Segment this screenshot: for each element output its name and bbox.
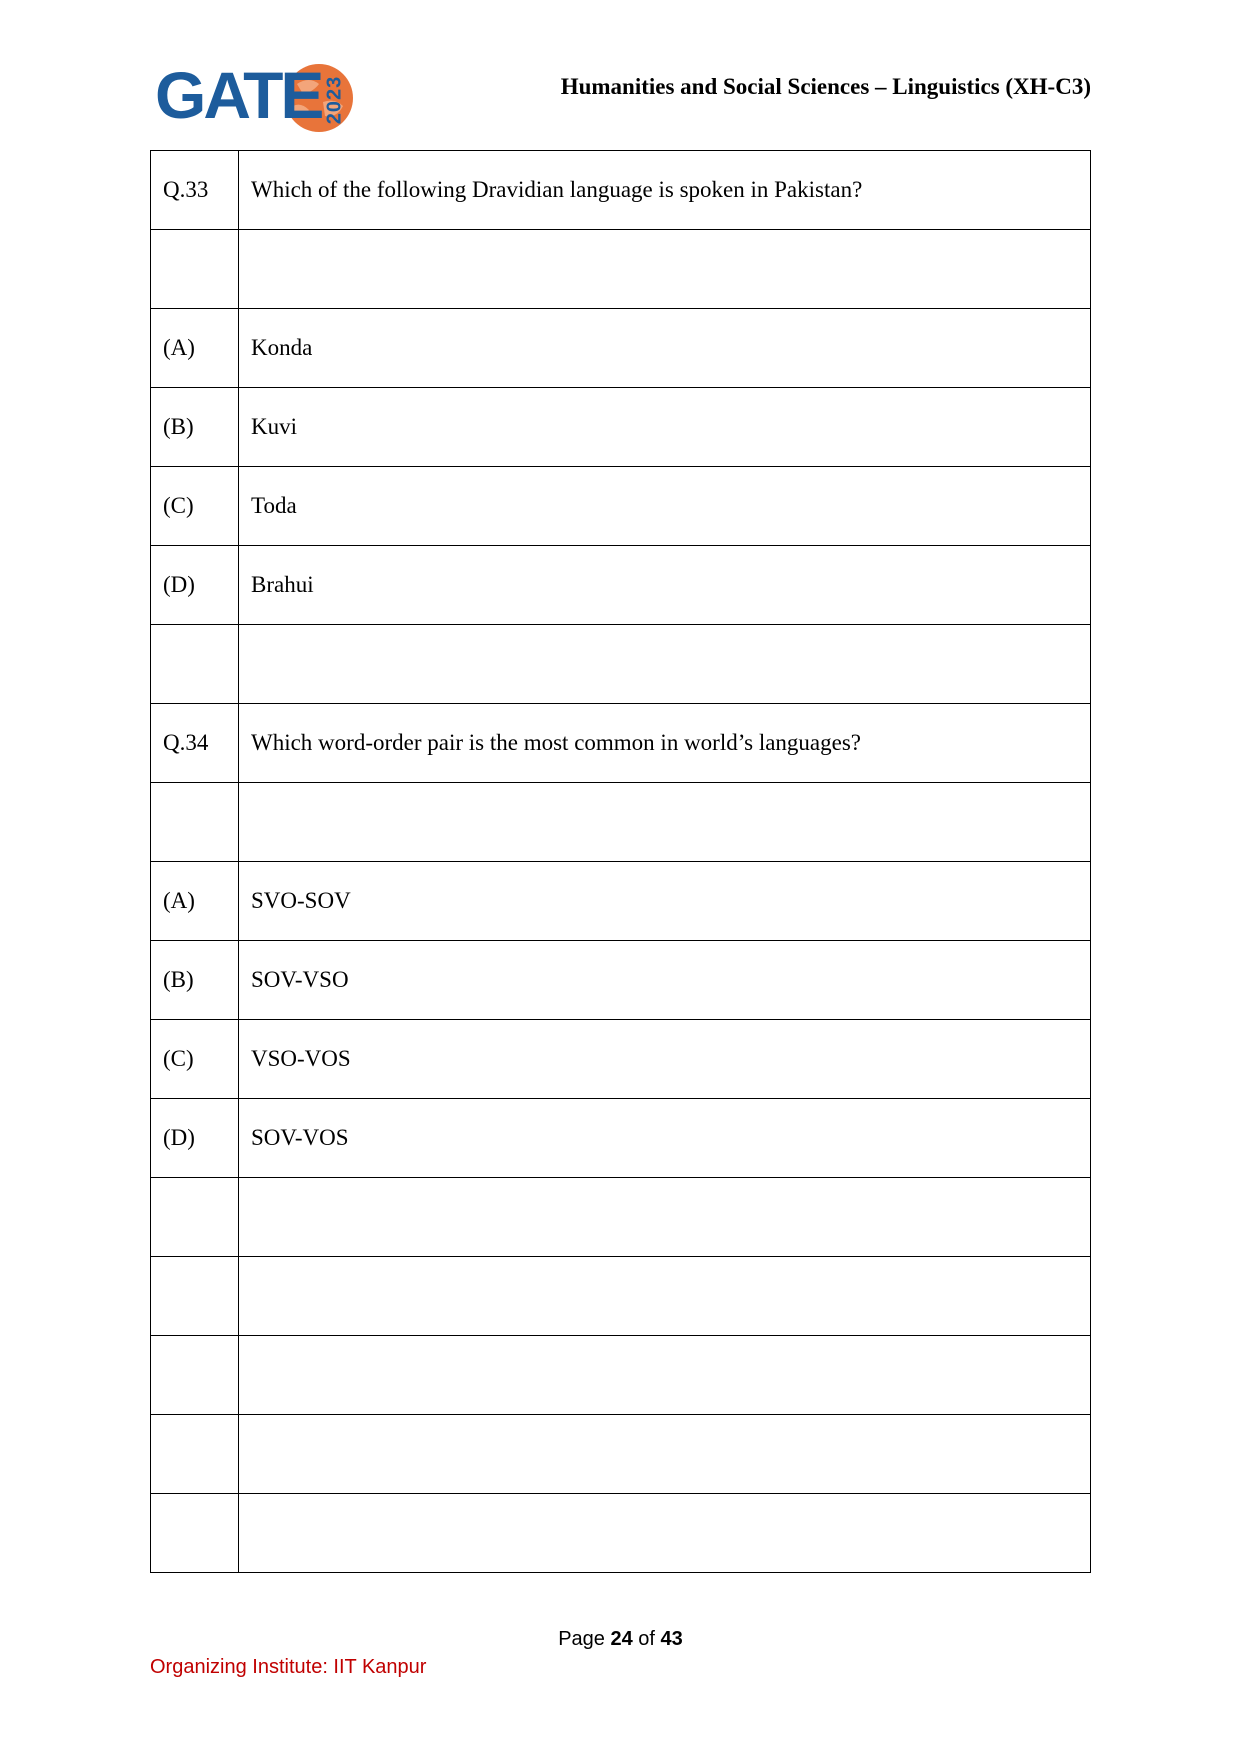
table-row [151,1178,1091,1257]
row-text-cell [239,625,1091,704]
row-text-cell: Toda [239,467,1091,546]
table-row [151,1257,1091,1336]
table-row [151,862,1091,941]
row-text-cell: VSO-VOS [239,1020,1091,1099]
row-number-cell: (C) [151,1020,239,1099]
table-row [151,783,1091,862]
table-row [151,625,1091,704]
row-text-cell: SOV-VSO [239,941,1091,1020]
row-number-cell [151,1415,239,1494]
row-text-cell [239,1336,1091,1415]
row-text-cell: Konda [239,309,1091,388]
row-text-cell: Brahui [239,546,1091,625]
row-text-cell: SVO-SOV [239,862,1091,941]
logo-year: 2023 [323,75,346,125]
row-number-cell [151,1336,239,1415]
page-current: 24 [610,1628,633,1650]
table-row [151,309,1091,388]
table-row [151,941,1091,1020]
row-number-cell: (B) [151,388,239,467]
logo-text: GATE [155,58,322,132]
row-text-cell [239,1178,1091,1257]
row-number-cell: (A) [151,862,239,941]
row-text-cell: Which of the following Dravidian language is spoken in Pakistan? [239,151,1091,230]
page-header [0,0,1241,150]
row-text-cell [239,1257,1091,1336]
table-row [151,1494,1091,1573]
row-number-cell: Q.33 [151,151,239,230]
page-number [0,1628,1241,1651]
row-text-cell: Kuvi [239,388,1091,467]
row-text-cell: Which word-order pair is the most common in world’s languages? [239,704,1091,783]
row-number-cell [151,230,239,309]
row-number-cell: (A) [151,309,239,388]
row-number-cell: Q.34 [151,704,239,783]
row-text-cell [239,1494,1091,1573]
table-row [151,1020,1091,1099]
table-row [151,388,1091,467]
table-row [151,151,1091,230]
page-total: 43 [660,1628,683,1650]
row-text-cell: SOV-VOS [239,1099,1091,1178]
page-prefix: Page [558,1628,605,1650]
question-table [150,150,1091,1573]
table-row [151,1336,1091,1415]
table-row [151,704,1091,783]
table-row [151,1099,1091,1178]
row-number-cell: (D) [151,546,239,625]
row-number-cell: (C) [151,467,239,546]
table-row [151,1415,1091,1494]
paper-title: Humanities and Social Sciences – Linguistics (XH-C3) [560,74,1091,99]
question-table-body [151,151,1091,1573]
organizing-institute: Organizing Institute: IIT Kanpur [150,1656,427,1678]
table-row [151,467,1091,546]
page-of: of [638,1628,655,1650]
row-number-cell [151,783,239,862]
row-text-cell [239,230,1091,309]
row-number-cell [151,1257,239,1336]
row-number-cell [151,1494,239,1573]
table-row [151,230,1091,309]
row-text-cell [239,783,1091,862]
table-row [151,546,1091,625]
gate-logo [155,60,365,140]
row-number-cell [151,1178,239,1257]
row-number-cell: (D) [151,1099,239,1178]
row-text-cell [239,1415,1091,1494]
row-number-cell [151,625,239,704]
row-number-cell: (B) [151,941,239,1020]
